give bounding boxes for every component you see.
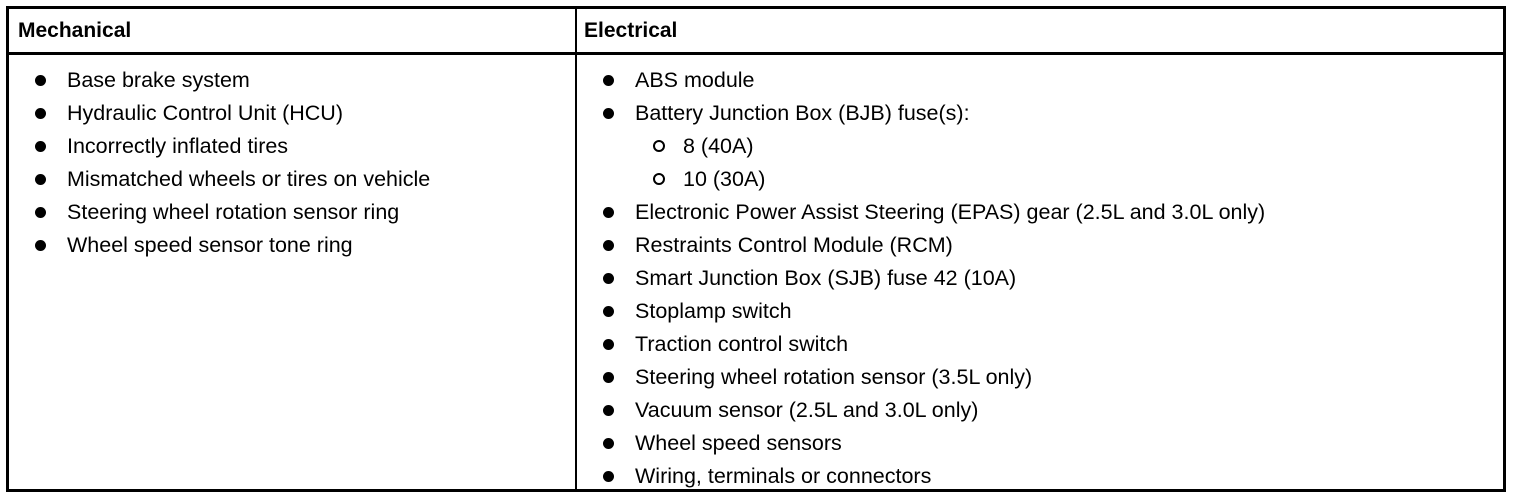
list-item (31, 229, 430, 262)
table-header-row (9, 9, 1503, 55)
sub-list-item (599, 130, 1265, 163)
list-item-text: Wiring, terminals or connectors (635, 464, 932, 488)
electrical-list (599, 64, 1265, 493)
list-item-text: ABS module (635, 68, 755, 92)
list-item (31, 97, 430, 130)
list-item-text: Base brake system (67, 68, 250, 92)
list-item-text: Steering wheel rotation sensor (3.5L only) (635, 365, 1033, 389)
bullet-icon (603, 207, 614, 218)
list-item (599, 229, 1265, 262)
list-item (599, 97, 1265, 130)
bullet-icon (603, 306, 614, 317)
mechanical-header: Mechanical (18, 19, 132, 42)
list-item-text: Electronic Power Assist Steering (EPAS) gear (2.5L and 3.0L only) (635, 200, 1266, 224)
bullet-icon (603, 438, 614, 449)
bullet-icon (603, 471, 614, 482)
bullet-icon (35, 240, 46, 251)
bullet-icon (35, 207, 46, 218)
list-item (599, 64, 1265, 97)
list-item (599, 361, 1265, 394)
bullet-icon (35, 108, 46, 119)
bullet-icon (35, 75, 46, 86)
list-item-text: Incorrectly inflated tires (67, 134, 289, 158)
list-item (599, 394, 1265, 427)
mechanical-list (31, 64, 430, 262)
list-item (599, 196, 1265, 229)
list-item-text: Restraints Control Module (RCM) (635, 233, 953, 257)
list-item (599, 262, 1265, 295)
list-item-text: Wheel speed sensors (635, 431, 842, 455)
bullet-icon (603, 240, 614, 251)
list-item-text: Vacuum sensor (2.5L and 3.0L only) (635, 398, 979, 422)
list-item-text: Hydraulic Control Unit (HCU) (67, 101, 343, 125)
electrical-header: Electrical (584, 19, 678, 42)
bullet-icon (603, 273, 614, 284)
list-item (31, 196, 430, 229)
list-item-text: 10 (30A) (683, 167, 766, 191)
diagnostic-table (6, 6, 1506, 492)
list-item-text: Mismatched wheels or tires on vehicle (67, 167, 431, 191)
bullet-icon (35, 174, 46, 185)
bullet-icon (603, 339, 614, 350)
bullet-icon (603, 108, 614, 119)
list-item (31, 163, 430, 196)
bullet-icon (603, 372, 614, 383)
hollow-bullet-icon (653, 140, 665, 152)
list-item-text: Wheel speed sensor tone ring (67, 233, 353, 257)
bullet-icon (603, 75, 614, 86)
sub-list-item (599, 163, 1265, 196)
bullet-icon (35, 141, 46, 152)
bullet-icon (603, 405, 614, 416)
column-divider (575, 9, 577, 489)
list-item (31, 64, 430, 97)
list-item-text: Steering wheel rotation sensor ring (67, 200, 400, 224)
list-item (31, 130, 430, 163)
list-item (599, 427, 1265, 460)
list-item (599, 295, 1265, 328)
list-item-text: 8 (40A) (683, 134, 754, 158)
list-item (599, 460, 1265, 493)
list-item-text: Stoplamp switch (635, 299, 792, 323)
hollow-bullet-icon (653, 173, 665, 185)
list-item-text: Smart Junction Box (SJB) fuse 42 (10A) (635, 266, 1017, 290)
list-item-text: Traction control switch (635, 332, 849, 356)
list-item (599, 328, 1265, 361)
list-item-text: Battery Junction Box (BJB) fuse(s): (635, 101, 970, 125)
